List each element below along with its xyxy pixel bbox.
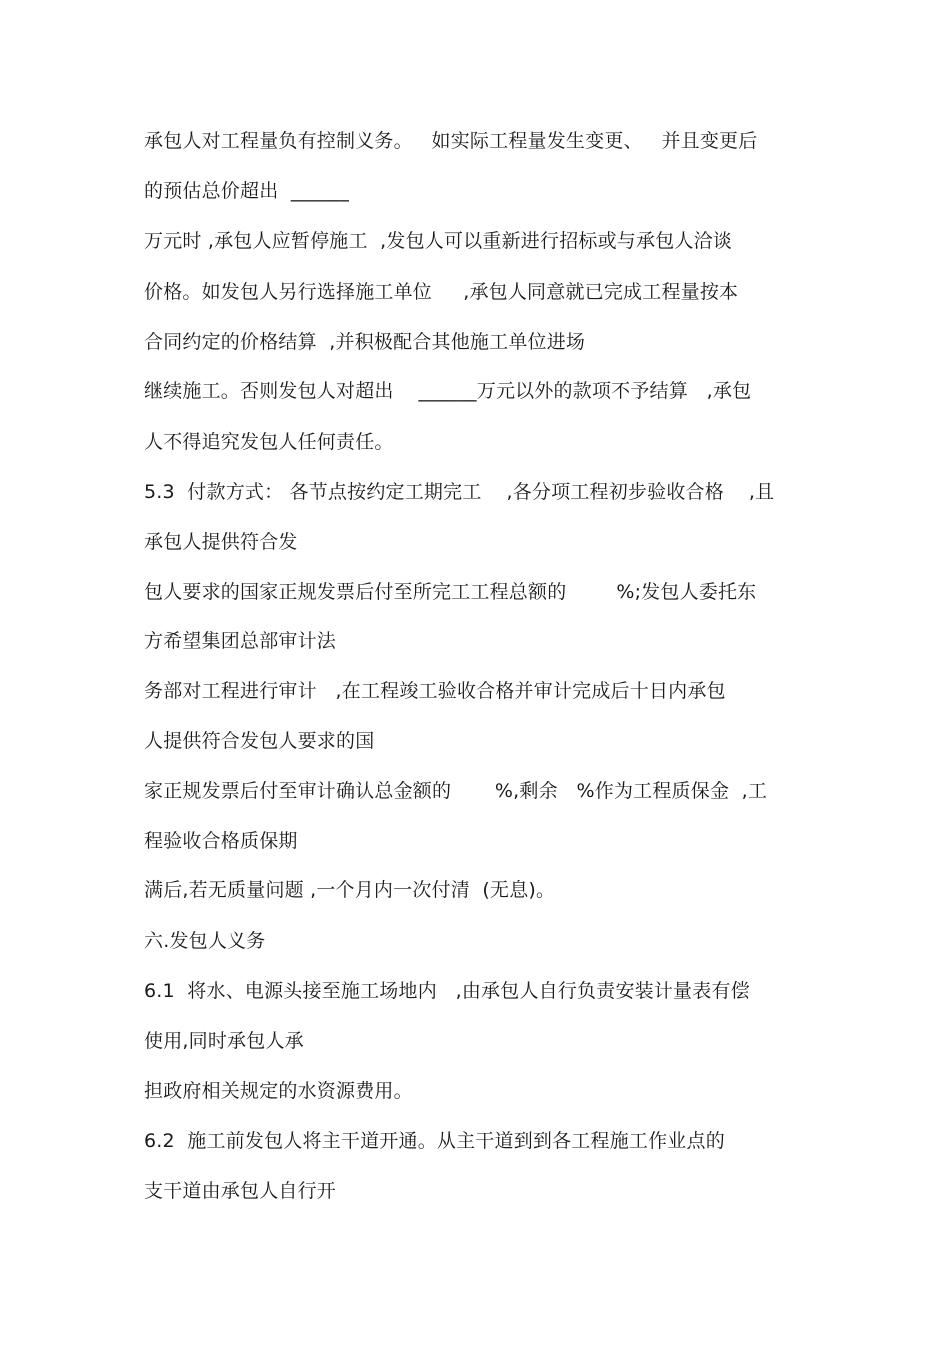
text-line: 人不得追究发包人任何责任。 [144,431,394,453]
text-line: 担政府相关规定的水资源费用。 [144,1080,413,1102]
text-line: 包人要求的国家正规发票后付至所完工工程总额的 %;发包人委托东 [144,581,757,603]
text-line: 方希望集团总部审计法 [144,630,337,652]
text-line: 继续施工。否则发包人对超出 ______万元以外的款项不予结算 ,承包 [144,380,752,402]
text-line: 6.2 施工前发包人将主干道开通。从主干道到到各工程施工作业点的 [144,1130,725,1152]
text-line: 的预估总价超出 ______ [144,180,350,202]
text-line: 程验收合格质保期 [144,830,298,852]
text-line: 价格。如发包人另行选择施工单位 ,承包人同意就已完成工程量按本 [144,281,739,303]
section-heading: 六.发包人义务 [144,930,266,952]
text-line: 人提供符合发包人要求的国 [144,730,375,752]
text-line: 务部对工程进行审计 ,在工程竣工验收合格并审计完成后十日内承包 [144,680,726,702]
text-line: 使用,同时承包人承 [144,1030,304,1052]
text-line: 5.3 付款方式： 各节点按约定工期完工 ,各分项工程初步验收合格 ,且 [144,481,775,503]
text-line: 6.1 将水、电源头接至施工场地内 ,由承包人自行负责安装计量表有偿 [144,980,750,1002]
text-line: 承包人对工程量负有控制义务。 如实际工程量发生变更、 并且变更后 [144,130,758,152]
text-line: 支干道由承包人自行开 [144,1180,337,1202]
text-line: 家正规发票后付至审计确认总金额的 %,剩余 %作为工程质保金 ,工 [144,780,768,802]
text-line: 承包人提供符合发 [144,531,298,553]
text-line: 合同约定的价格结算 ,并积极配合其他施工单位进场 [144,331,586,353]
text-line: 满后,若无质量问题 ,一个月内一次付清 (无息)。 [144,879,556,901]
text-line: 万元时 ,承包人应暂停施工 ,发包人可以重新进行招标或与承包人洽谈 [144,230,732,252]
